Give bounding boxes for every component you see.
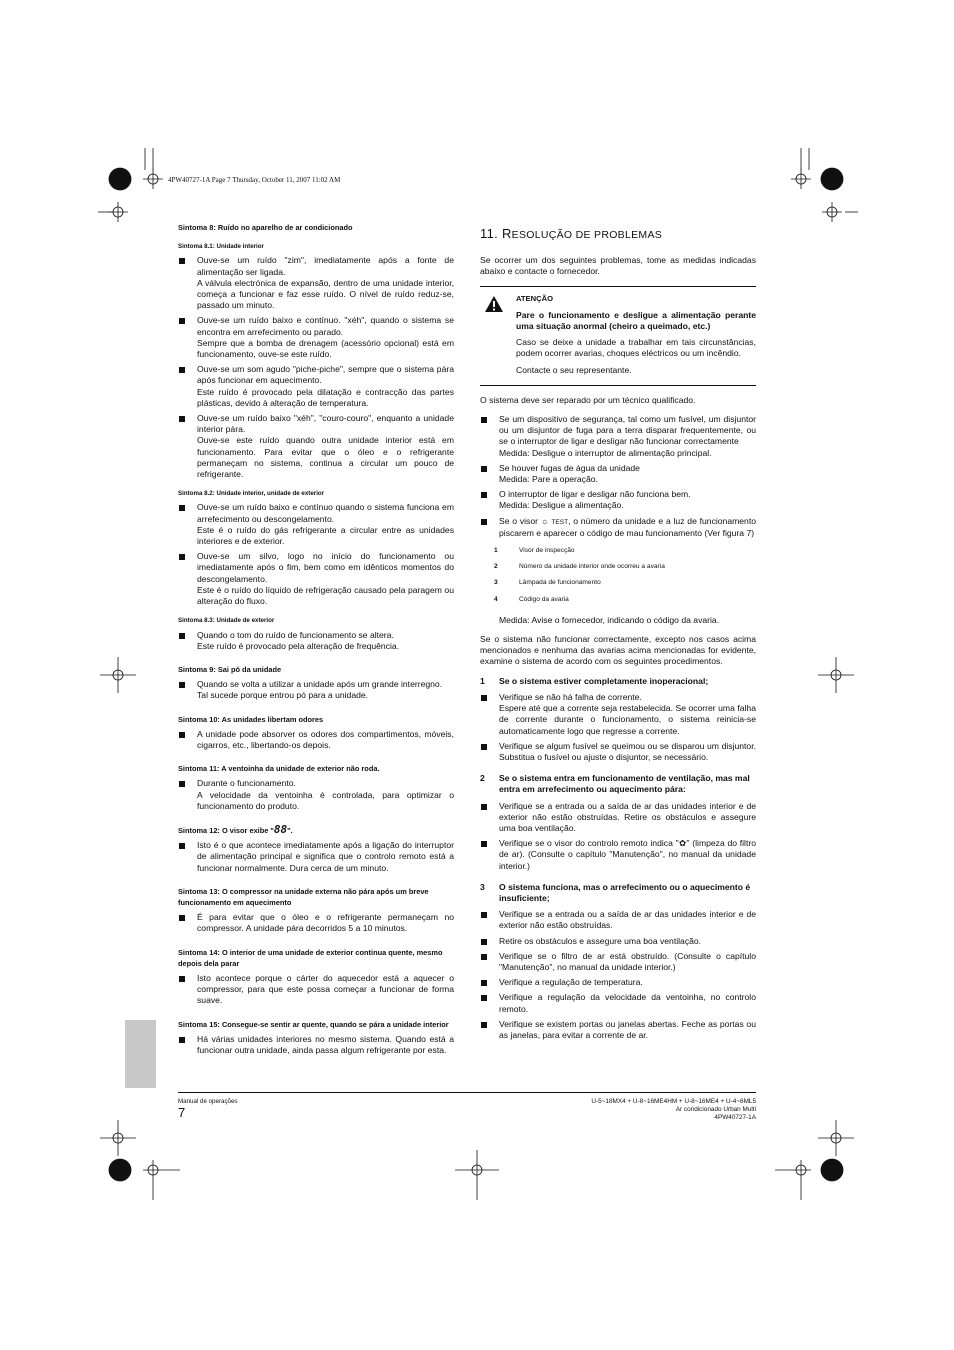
symptom-8-2-list — [178, 502, 454, 607]
symptom-8-3-list — [178, 630, 454, 652]
intro-text: Se ocorrer um dos seguintes problemas, tome as medidas indicadas abaixo e contacte o fornecedor. — [480, 255, 756, 277]
symptom-15-list — [178, 1034, 454, 1056]
list-item: Retire os obstáculos e assegure uma boa ventilação. — [480, 936, 756, 947]
figure-legend-item: 1 Visor de inspecção — [494, 547, 575, 555]
symptom-12-title: Sintoma 12: O visor exibe "88". — [178, 822, 293, 836]
problem-list — [480, 414, 756, 512]
step-3-heading: 3 O sistema funciona, mas o arrefecimento ou o aquecimento é insuficiente; — [480, 881, 751, 903]
list-item: Quando o tom do ruído de funcionamento se altera. Este ruído é provocado pela alteração de frequência. — [178, 630, 454, 652]
symptom-8-2-title: Sintoma 8.2: Unidade interior, unidade de exterior — [178, 490, 325, 498]
list-item: Ouve-se um ruído "zim", imediatamente após a fonte de alimentação ser ligada. A válvula electrónica de expansão, dentro de uma unidade interior, começa a funcionar e faz esse ruído. O nível de ruído reduz-se, passado um minuto. — [178, 255, 454, 311]
symptom-9-list — [178, 679, 454, 701]
visor-item: Se o visor ☼ TEST, o número da unidade e a luz de funcionamento piscarem e aparecer o código de mau funcionamento (Ver figura 7) — [480, 516, 756, 539]
warning-text: Caso se deixe a unidade a trabalhar em tais circunstâncias, podem ocorrer avarias, choques eléctricos ou um incêndio. — [516, 337, 756, 359]
warning-title: ATENÇÃO — [516, 293, 553, 303]
inspection-icon: ☼ — [540, 515, 549, 526]
chapter-tab — [125, 1020, 156, 1088]
list-item: Ouve-se um ruído baixo e contínuo quando o sistema funciona em arrefecimento ou descongelamento. Este é o ruído do gás refrigerante a circular entre as unidades interiores e de exterior. — [178, 502, 454, 547]
list-item: Isto é o que acontece imediatamente após a ligação do interruptor de alimentação principal e significa que o controlo remoto está a funcionar normalmente. Dura cerca de um minuto. — [178, 840, 454, 874]
step-3-list — [480, 909, 756, 1041]
step-2-heading: 2 Se o sistema entra em funcionamento de ventilação, mas mal entra em arrefecimento ou aquecimento pára: — [480, 773, 750, 795]
list-item: Ouve-se um silvo, logo no início do funcionamento ou imediatamente após o fim, bem como em idênticos momentos do descongelamento. Este é o ruído do líquido de refrigeração causado pela paragem ou alteração do fluxo. — [178, 551, 454, 607]
list-item: Se um dispositivo de segurança, tal como um fusível, um disjuntor ou um disjuntor de fuga para a terra disparar frequentemente, ou se o interruptor de ligar e desligar não funcionar correctamente Medida: Desligue o interruptor de alimentação principal. — [480, 414, 756, 459]
step-1-list — [480, 692, 756, 763]
symptom-11-title: Sintoma 11: A ventoinha da unidade de exterior não roda. — [178, 764, 380, 774]
list-item: Verifique se a entrada ou a saída de ar das unidades interior e de exterior não estão obstruídas. Retire os obstáculos e assegure uma boa ventilação. — [480, 801, 756, 835]
warning-box — [480, 286, 756, 386]
check-intro: Se o sistema não funcionar correctamente, excepto nos casos acima mencionados e nenhuma das avarias acima mencionadas for evidente, examine o sistema de acordo com os seguintes procedimentos. — [480, 634, 756, 667]
list-item: Verifique se a entrada ou a saída de ar das unidades interior e de exterior não estão obstruídas. — [480, 909, 756, 931]
symptom-12-list — [178, 840, 454, 874]
symptom-8-1-list — [178, 255, 454, 480]
list-item: Ouve-se um som agudo "piche-piche", sempre que o sistema pára após funcionar em aquecimento. Este ruído é provocado pela dilatação e contracção das partes plásticas, devido à alteração de temperatura. — [178, 364, 454, 409]
display-88-icon: 88 — [273, 822, 288, 836]
list-item: Verifique se não há falha de corrente. Espere até que a corrente seja restabelecida. Se ocorrer uma falha de corrente durante o funcionamento, o sistema reinicia-se automaticamente logo que regresse a corrente. — [480, 692, 756, 737]
list-item: É para evitar que o óleo e o refrigerante permaneçam no compressor. A unidade pára decorridos 5 a 10 minutos. — [178, 912, 454, 934]
symptom-14-title: Sintoma 14: O interior de uma unidade de exterior continua quente, mesmo depois dela parar — [178, 947, 443, 968]
figure-legend-item: 3 Lâmpada de funcionamento — [494, 579, 601, 587]
footer-manual-label: Manual de operações — [178, 1098, 238, 1105]
list-item: Verifique se algum fusível se queimou ou se disparou um disjuntor. Substitua o fusível ou ajuste o disjuntor, se necessário. — [480, 741, 756, 763]
list-item: Verifique se existem portas ou janelas abertas. Feche as portas ou as janelas, para evitar a corrente de ar. — [480, 1019, 756, 1041]
print-header: 4PW40727-1A Page 7 Thursday, October 11, 2007 11:02 AM — [168, 176, 341, 184]
footer-divider — [178, 1092, 756, 1093]
symptom-9-title: Sintoma 9: Sai pó da unidade — [178, 664, 282, 674]
symptom-10-list — [178, 729, 454, 751]
repair-note: O sistema deve ser reparado por um técnico qualificado. — [480, 394, 696, 405]
step-1-heading: 1 Se o sistema estiver completamente inoperacional; — [480, 675, 709, 686]
symptom-10-title: Sintoma 10: As unidades libertam odores — [178, 714, 324, 724]
figure-legend-item: 4 Código da avaria — [494, 595, 569, 603]
filter-item: Verifique se o visor do controlo remoto indica "✿" (limpeza do filtro de ar). (Consulte o capítulo "Manutenção", no manual da unidade interior.) — [480, 838, 756, 872]
list-item: O interruptor de ligar e desligar não funciona bem. Medida: Desligue a alimentação. — [480, 489, 756, 511]
symptom-14-list — [178, 973, 454, 1007]
list-item: A unidade pode absorver os odores dos compartimentos, móveis, cigarros, etc., libertando-os depois. — [178, 729, 454, 751]
figure-legend-item: 2 Número da unidade interior onde ocorreu a avaria — [494, 563, 665, 571]
list-item: Ouve-se um ruído baixo "xéh", "couro-couro", enquanto a unidade interior pára. Ouve-se este ruído quando outra unidade interior está em funcionamento. Para evitar que o óleo e o refrigerante permaneçam no sistema, continua a circular um pouco de refrigerante. — [178, 413, 454, 480]
section-title: 11. RESOLUÇÃO DE PROBLEMAS — [480, 226, 663, 241]
symptom-8-3-title: Sintoma 8.3: Unidade de exterior — [178, 617, 275, 625]
list-item: Quando se volta a utilizar a unidade após um grande interregno. Tal sucede porque entrou pó para a unidade. — [178, 679, 454, 701]
list-item: Se houver fugas de água da unidade Medida: Pare a operação. — [480, 463, 756, 485]
list-item: Verifique a regulação de temperatura. — [480, 977, 756, 988]
list-item: Durante o funcionamento. A velocidade da ventoinha é controlada, para optimizar o funcionamento do produto. — [178, 778, 454, 812]
symptom-13-title: Sintoma 13: O compressor na unidade externa não pára após um breve funcionamento em aquecimento — [178, 886, 429, 907]
symptom-15-title: Sintoma 15: Consegue-se sentir ar quente, quando se pára a unidade interior — [178, 1019, 449, 1029]
footer-model-info: U-5~18MX4 + U-8~16ME4HM + U-8~16ME4 + U-4~6ML5 Ar condicionado Urban Multi 4PW40727-1A — [591, 1098, 756, 1121]
list-item: Verifique a regulação da velocidade da ventoinha, no controlo remoto. — [480, 992, 756, 1014]
list-item: Verifique se o filtro de ar está obstruído. (Consulte o capítulo "Manutenção", no manual da unidade interior.) — [480, 951, 756, 973]
symptom-11-list — [178, 778, 454, 812]
warning-icon — [484, 295, 504, 313]
list-item: Há várias unidades interiores no mesmo sistema. Quando está a funcionar outra unidade, ainda passa algum refrigerante por esta. — [178, 1034, 454, 1056]
symptom-13-list — [178, 912, 454, 934]
list-item: Isto acontece porque o cárter do aquecedor está a aquecer o compressor, para que este possa começar a funcionar de forma suave. — [178, 973, 454, 1007]
step-2-list — [480, 801, 756, 835]
symptom-8-title: Sintoma 8: Ruído no aparelho de ar condicionado — [178, 223, 353, 232]
list-item: Ouve-se um ruído baixo e contínuo. "xéh", quando o sistema se encontra em arrefecimento ou parado. Sempre que a bomba de drenagem (acessório opcional) está em funcionamento, ouve-se este ruído. — [178, 315, 454, 360]
visor-measure: Medida: Avise o fornecedor, indicando o código da avaria. — [499, 614, 720, 625]
warning-bold-text: Pare o funcionamento e desligue a alimentação perante uma situação anormal (cheiro a queimado, etc.) — [516, 309, 756, 332]
warning-contact: Contacte o seu representante. — [516, 364, 632, 375]
page-number: 7 — [178, 1105, 186, 1120]
filter-icon: ✿ — [678, 838, 687, 849]
symptom-8-1-title: Sintoma 8.1: Unidade interior — [178, 243, 264, 251]
right-column — [480, 222, 756, 1045]
left-column — [178, 222, 454, 1060]
figure-legend — [494, 545, 756, 605]
